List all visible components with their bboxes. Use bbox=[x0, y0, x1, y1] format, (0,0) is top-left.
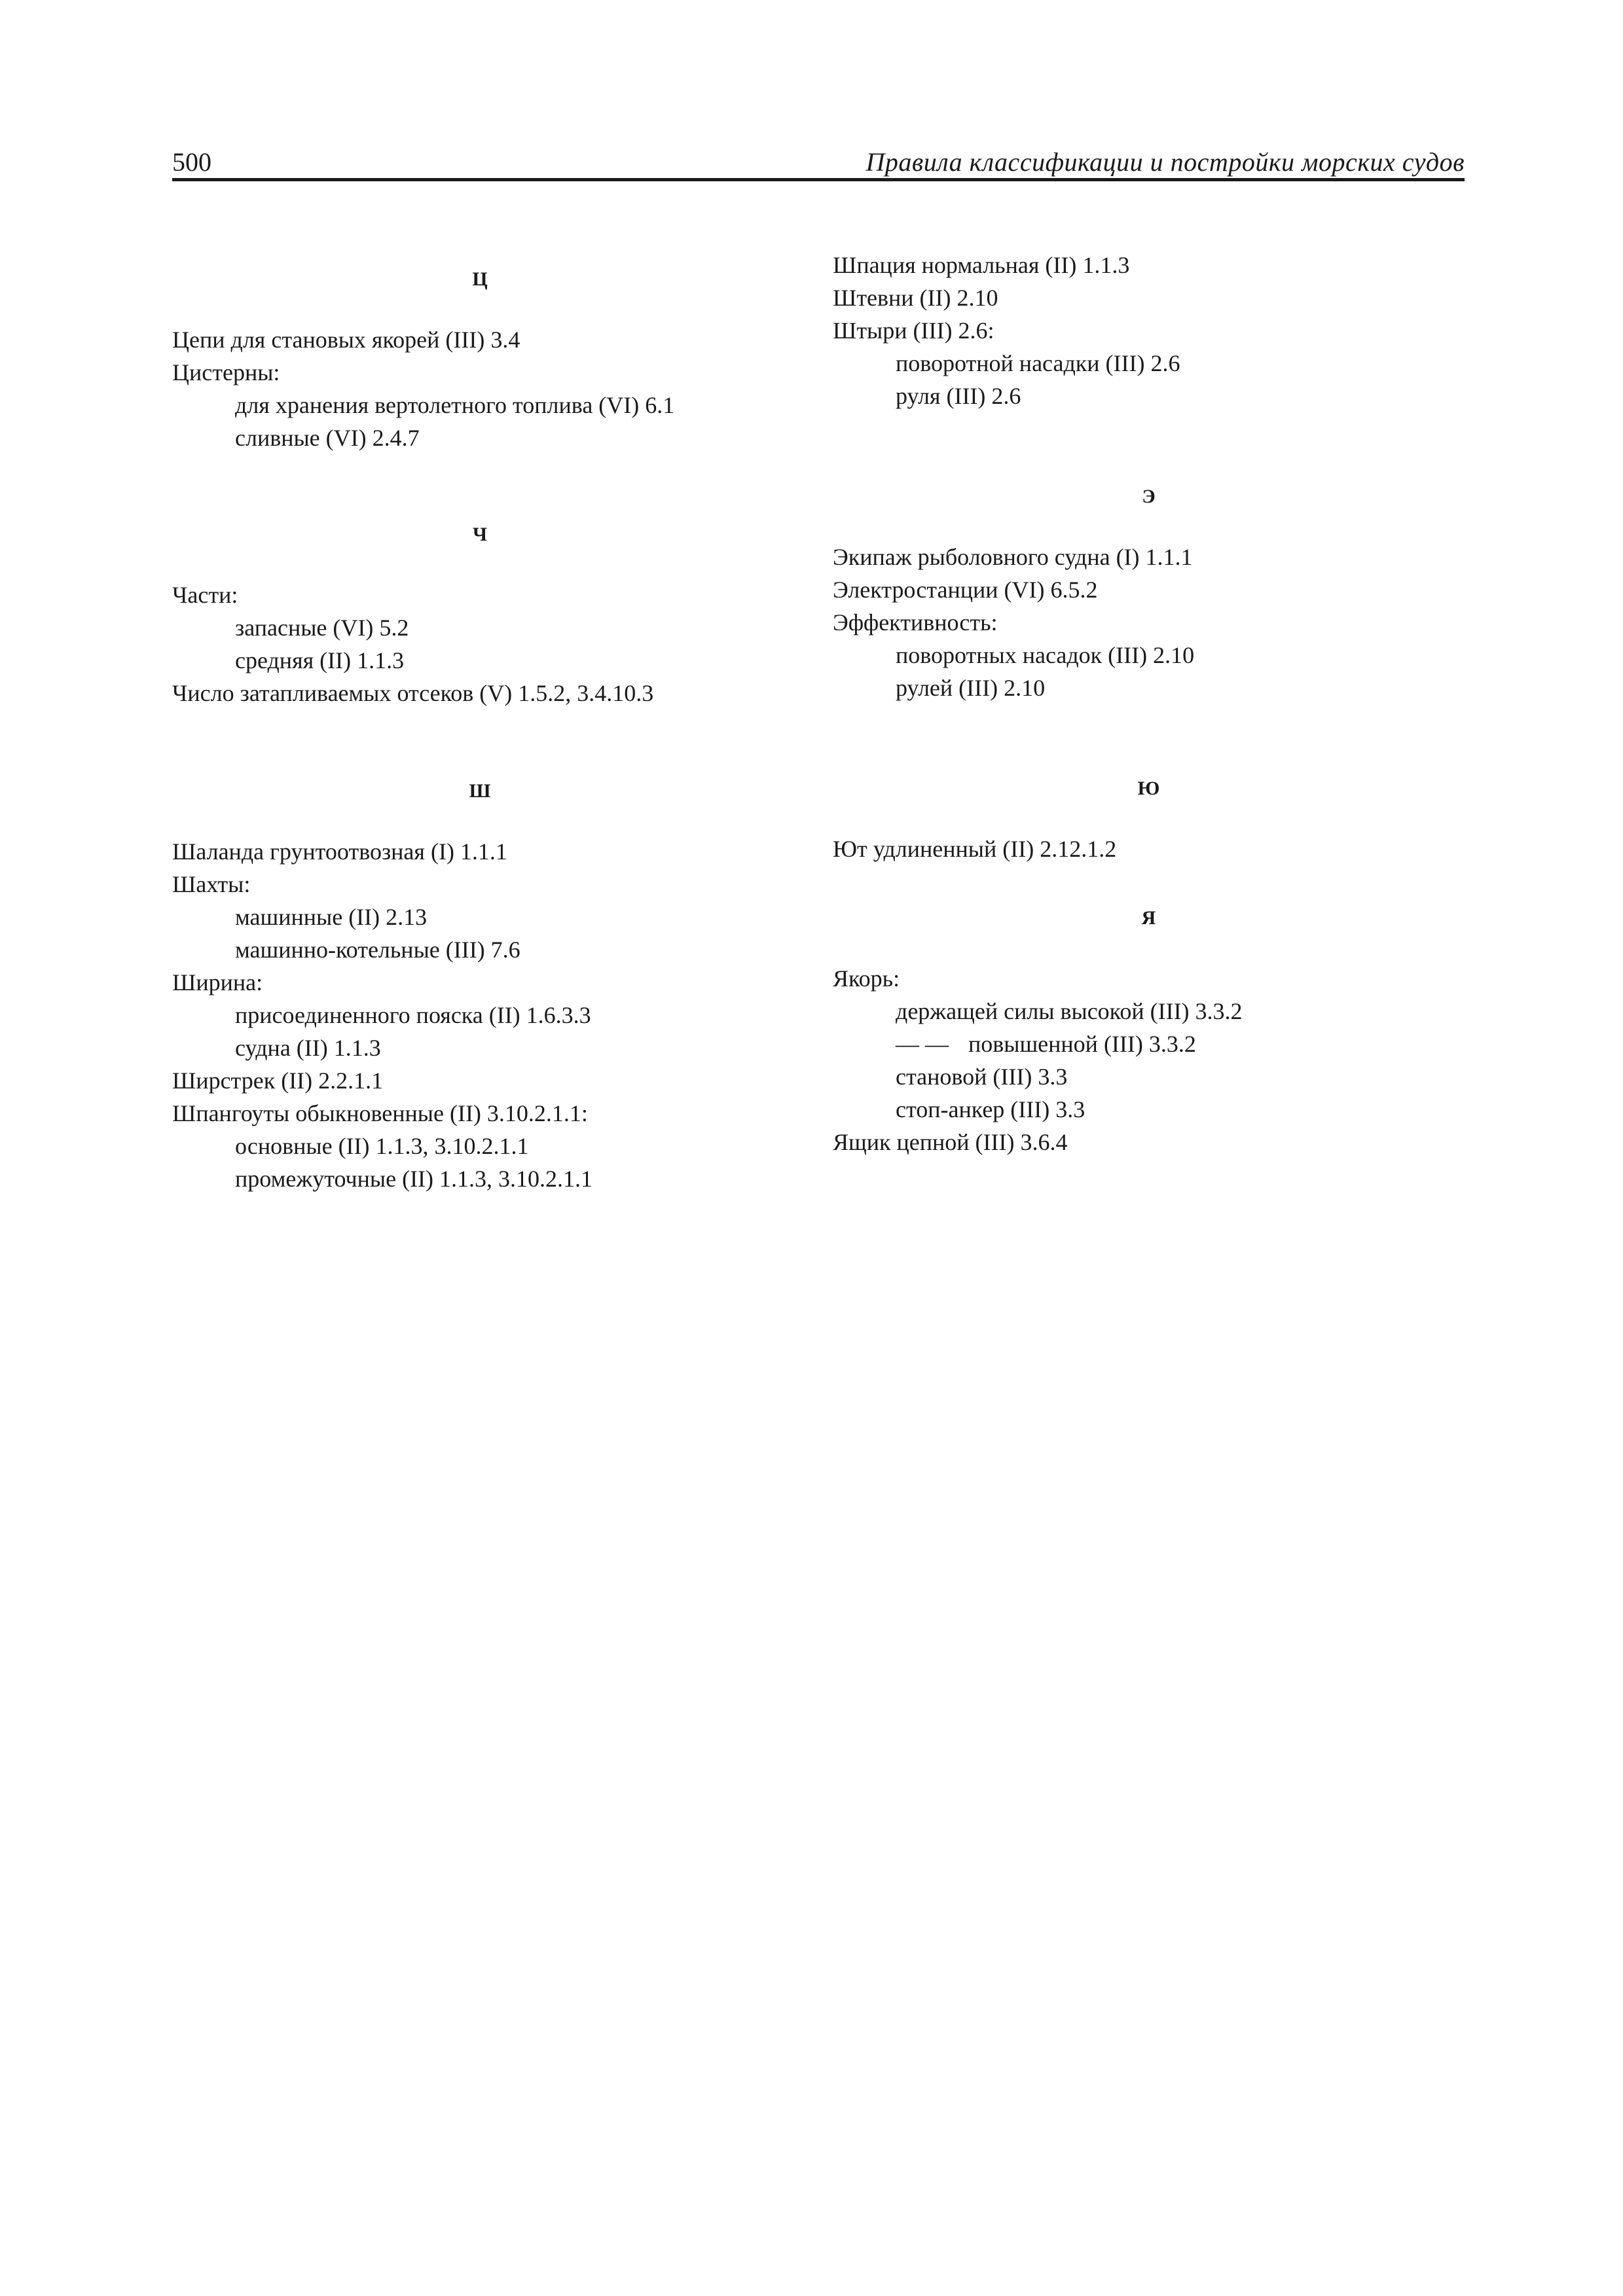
index-subentry: поворотных насадок (III) 2.10 bbox=[896, 642, 1195, 668]
index-entry: Электростанции (VI) 6.5.2 bbox=[833, 577, 1098, 603]
index-subentry: рулей (III) 2.10 bbox=[896, 675, 1046, 701]
index-entry: Число затапливаемых отсеков (V) 1.5.2, 3.4.10.3 bbox=[172, 680, 654, 706]
section-letter: Ю bbox=[1137, 778, 1160, 799]
index-entry: Шпангоуты обыкновенные (II) 3.10.2.1.1: bbox=[172, 1100, 588, 1126]
index-entry: Шпация нормальная (II) 1.1.3 bbox=[833, 252, 1130, 278]
index-subentry: сливные (VI) 2.4.7 bbox=[235, 425, 420, 451]
index-subentry: для хранения вертолетного топлива (VI) 6.1 bbox=[235, 392, 675, 418]
index-section-ch bbox=[172, 518, 788, 709]
index-subentry: руля (III) 2.6 bbox=[896, 383, 1021, 409]
section-letter: Ч bbox=[472, 524, 488, 545]
section-letter: Ш bbox=[469, 780, 491, 802]
ditto-text: повышенной (III) 3.3.2 bbox=[968, 1031, 1196, 1057]
index-entry: Штыри (III) 2.6: bbox=[833, 317, 994, 344]
index-entry: Якорь: bbox=[833, 965, 900, 992]
index-entry: Экипаж рыболовного судна (I) 1.1.1 bbox=[833, 544, 1193, 570]
index-entry: Эффективность: bbox=[833, 609, 998, 636]
section-letter: Ц bbox=[472, 268, 488, 290]
index-section-ts bbox=[172, 263, 788, 454]
index-subentry: присоединенного пояска (II) 1.6.3.3 bbox=[235, 1002, 591, 1028]
index-section-sh bbox=[172, 775, 788, 1195]
running-title: Правила классификации и постройки морских судов bbox=[866, 147, 1465, 177]
index-entry: Ширина: bbox=[172, 969, 263, 996]
index-entry: Штевни (II) 2.10 bbox=[833, 285, 998, 311]
index-section-sh-cont bbox=[833, 249, 1465, 412]
header-rule bbox=[172, 178, 1465, 181]
index-section-ya bbox=[833, 902, 1465, 1158]
index-entry: Цистерны: bbox=[172, 359, 280, 386]
index-subentry: запасные (VI) 5.2 bbox=[235, 615, 409, 641]
index-entry: Шахты: bbox=[172, 871, 251, 897]
index-subentry: машинно-котельные (III) 7.6 bbox=[235, 937, 520, 963]
index-entry: Цепи для становых якорей (III) 3.4 bbox=[172, 327, 520, 353]
index-section-e bbox=[833, 480, 1465, 704]
page-number: 500 bbox=[172, 147, 211, 177]
index-subentry: средняя (II) 1.1.3 bbox=[235, 647, 405, 673]
index-entry: Ширстрек (II) 2.2.1.1 bbox=[172, 1067, 384, 1094]
section-letter: Я bbox=[1141, 907, 1156, 929]
index-subentry: основные (II) 1.1.3, 3.10.2.1.1 bbox=[235, 1133, 529, 1159]
index-entry: Шаланда грунтоотвозная (I) 1.1.1 bbox=[172, 838, 507, 865]
index-entry: Части: bbox=[172, 582, 238, 608]
index-section-yu bbox=[833, 772, 1465, 865]
ditto-dashes: — — bbox=[896, 1031, 949, 1057]
index-column-right bbox=[833, 249, 1465, 1158]
index-subentry: становой (III) 3.3 bbox=[896, 1064, 1068, 1090]
index-column-left bbox=[172, 249, 788, 1195]
index-subentry: держащей силы высокой (III) 3.3.2 bbox=[896, 998, 1243, 1024]
index-subentry: поворотной насадки (III) 2.6 bbox=[896, 350, 1180, 376]
index-subentry: стоп-анкер (III) 3.3 bbox=[896, 1096, 1085, 1122]
index-subentry: машинные (II) 2.13 bbox=[235, 904, 428, 930]
index-subentry: промежуточные (II) 1.1.3, 3.10.2.1.1 bbox=[235, 1166, 593, 1192]
index-subentry: судна (II) 1.1.3 bbox=[235, 1035, 381, 1061]
page-header bbox=[172, 145, 1465, 182]
index-entry: Ящик цепной (III) 3.6.4 bbox=[833, 1129, 1068, 1155]
index-entry: Ют удлиненный (II) 2.12.1.2 bbox=[833, 836, 1117, 862]
index-subentry-ditto bbox=[833, 1028, 1465, 1060]
section-letter: Э bbox=[1142, 486, 1156, 507]
